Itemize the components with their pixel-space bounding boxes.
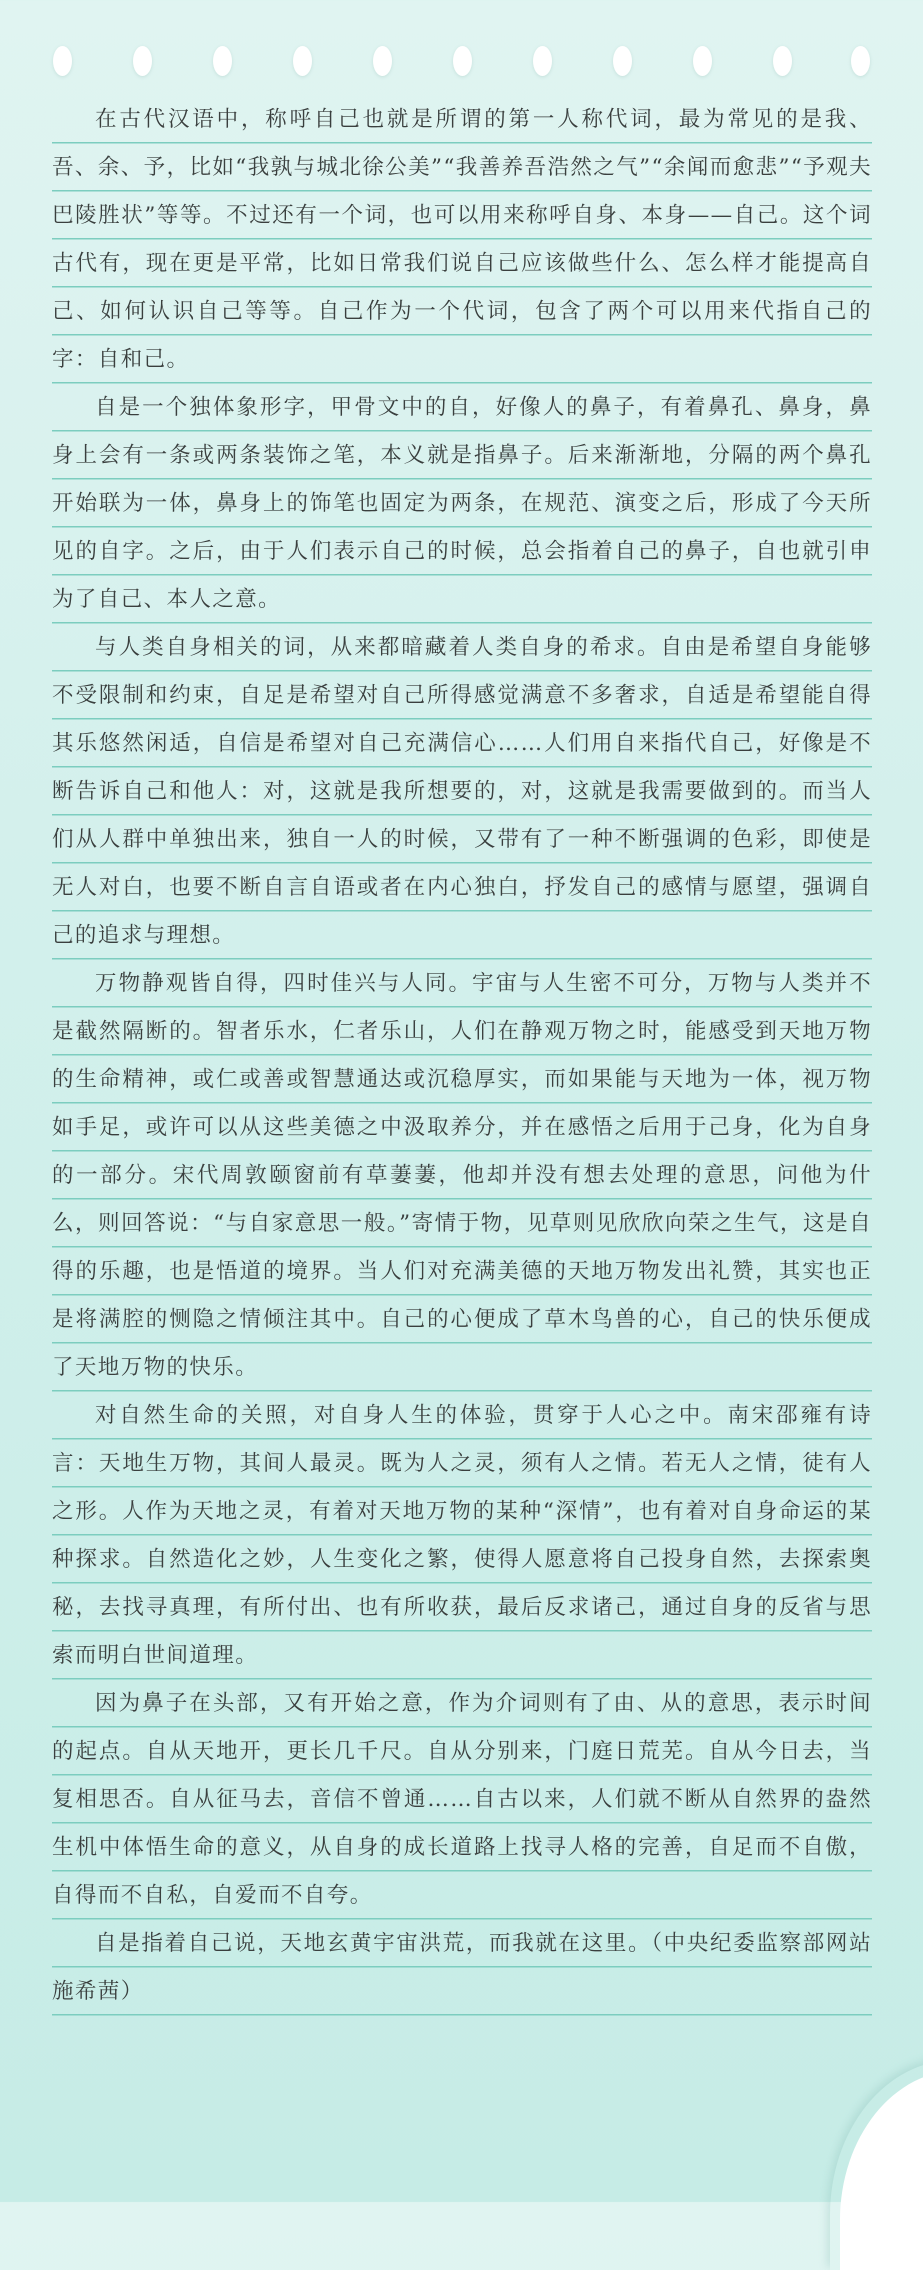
paragraph: 万物静观皆自得，四时佳兴与人同。宇宙与人生密不可分，万物与人类并不是截然隔断的。智者乐水，仁者乐山，人们在静观万物之时，能感受到天地万物的生命精神，或仁或善或智慧通达或沉稳厚实，而如果能与天地为一体，视万物如手足，或许可以从这些美德之中汲取养分，并在感悟之后用于己身，化为自身的一部分。宋代周敦颐窗前有草萋萋，他却并没有想去处理的意思，问他为什么，则回答说：“与自家意思一般。”寄情于物，见草则见欣欣向荣之生气，这是自得的乐趣，也是悟道的境界。当人们对充满美德的天地万物发出礼赞，其实也正是将满腔的恻隐之情倾注其中。自己的心便成了草木鸟兽的心，自己的快乐便成了天地万物的快乐。 — [52, 960, 872, 1392]
binder-hole — [613, 46, 632, 76]
binder-hole — [693, 46, 712, 76]
binder-hole — [53, 46, 72, 76]
paragraph-source: 自是指着自己说，天地玄黄宇宙洪荒，而我就在这里。（中央纪委监察部网站 施希茜） — [52, 1920, 872, 2016]
binder-hole — [851, 46, 870, 76]
paragraph: 因为鼻子在头部，又有开始之意，作为介词则有了由、从的意思，表示时间的起点。自从天地开，更长几千尺。自从分别来，门庭日荒芜。自从今日去，当复相思否。自从征马去，音信不曾通……自古以来，人们就不断从自然界的盎然生机中体悟生命的意义，从自身的成长道路上找寻人格的完善，自足而不自傲，自得而不自私，自爱而不自夸。 — [52, 1680, 872, 1920]
binder-hole — [213, 46, 232, 76]
binder-hole — [373, 46, 392, 76]
paragraph: 对自然生命的关照，对自身人生的体验，贯穿于人心之中。南宋邵雍有诗言：天地生万物，其间人最灵。既为人之灵，须有人之情。若无人之情，徒有人之形。人作为天地之灵，有着对天地万物的某种“深情”，也有着对自身命运的某种探求。自然造化之妙，人生变化之繁，使得人愿意将自己投身自然，去探索奥秘，去找寻真理，有所付出、也有所收获，最后反求诸己，通过自身的反省与思索而明白世间道理。 — [52, 1392, 872, 1680]
binder-hole — [133, 46, 152, 76]
paragraph: 在古代汉语中，称呼自己也就是所谓的第一人称代词，最为常见的是我、吾、余、予，比如“我孰与城北徐公美”“我善养吾浩然之气”“余闻而愈悲”“予观夫巴陵胜状”等等。不过还有一个词，也可以用来称呼自身、本身——自己。这个词古代有，现在更是平常，比如日常我们说自己应该做些什么、怎么样才能提高自己、如何认识自己等等。自己作为一个代词，包含了两个可以用来代指自己的字：自和己。 — [52, 96, 872, 384]
binder-hole — [293, 46, 312, 76]
binder-hole — [533, 46, 552, 76]
binder-holes — [0, 0, 923, 100]
paragraph: 与人类自身相关的词，从来都暗藏着人类自身的希求。自由是希望自身能够不受限制和约束，自足是希望对自己所得感觉满意不多奢求，自适是希望能自得其乐悠然闲适，自信是希望对自己充满信心……人们用自来指代自己，好像是不断告诉自己和他人：对，这就是我所想要的，对，这就是我需要做到的。而当人们从人群中单独出来，独自一人的时候，又带有了一种不断强调的色彩，即使是无人对白，也要不断自言自语或者在内心独白，抒发自己的感情与愿望，强调自己的追求与理想。 — [52, 624, 872, 960]
article-body — [52, 96, 872, 2016]
binder-hole — [453, 46, 472, 76]
paragraph: 自是一个独体象形字，甲骨文中的自，好像人的鼻子，有着鼻孔、鼻身，鼻身上会有一条或两条装饰之笔，本义就是指鼻子。后来渐渐地，分隔的两个鼻孔开始联为一体，鼻身上的饰笔也固定为两条，在规范、演变之后，形成了今天所见的自字。之后，由于人们表示自己的时候，总会指着自己的鼻子，自也就引申为了自己、本人之意。 — [52, 384, 872, 624]
binder-hole — [773, 46, 792, 76]
